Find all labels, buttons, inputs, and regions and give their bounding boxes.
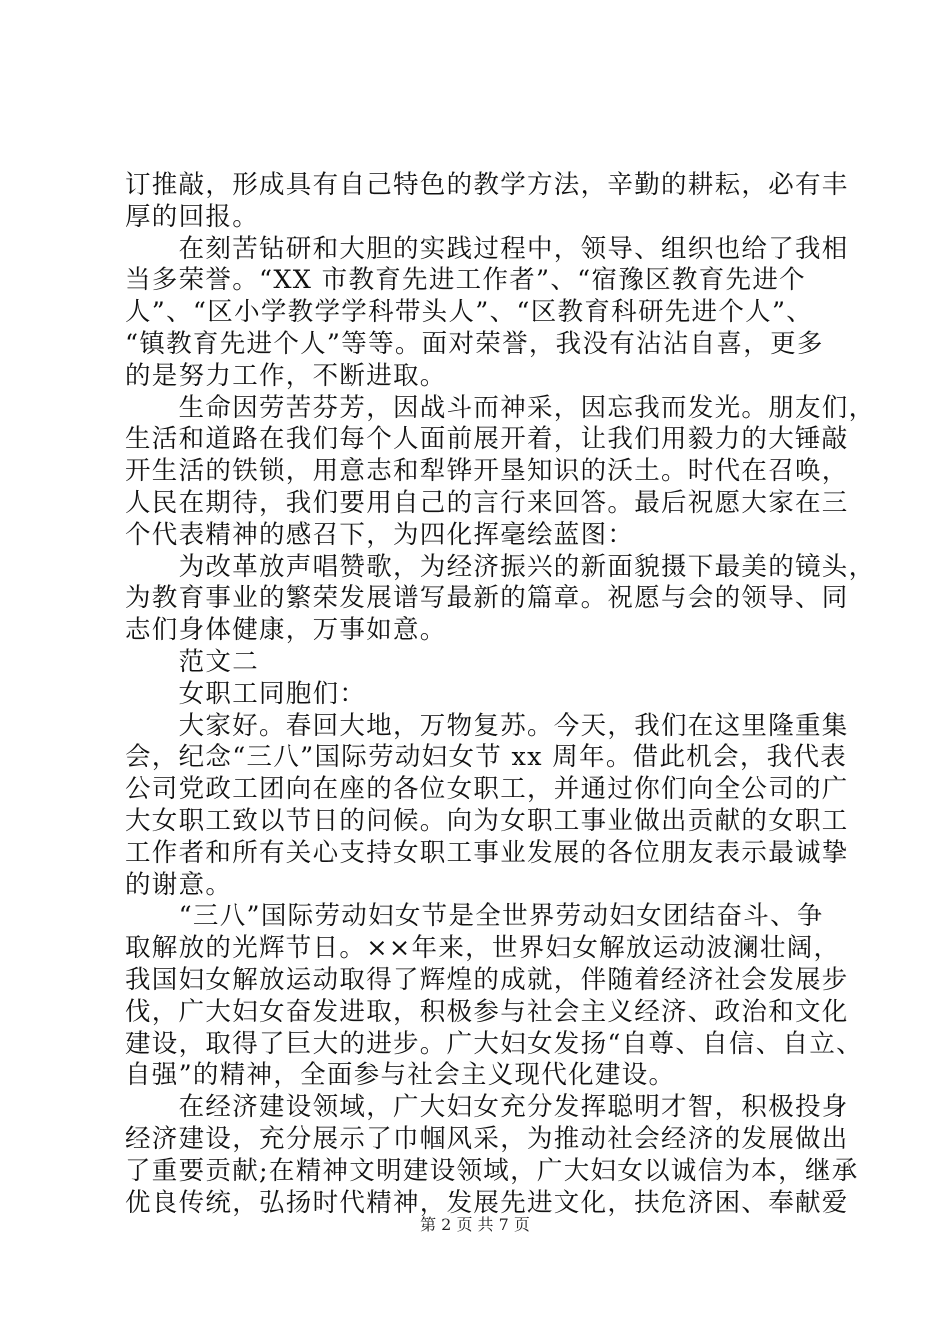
text-line: 优良传统，弘扬时代精神，发展先进文化，扶危济困、奉献爱 [125,1187,849,1218]
page-number: 第 2 页 共 7 页 [420,1215,530,1234]
text-line: 大家好。春回大地，万物复苏。今天，我们在这里隆重集 [125,710,849,741]
text-line: 当多荣誉。“XX 市教育先进工作者”、“宿豫区教育先进个 [125,265,806,296]
text-line: 取解放的光辉节日。××年来，世界妇女解放运动波澜壮阔， [125,933,841,964]
section-heading: 范文二 [125,646,260,677]
text-line: 的谢意。 [125,869,233,900]
text-line: 生活和道路在我们每个人面前展开着，让我们用毅力的大锤敲 [125,424,849,455]
text-line: 为改革放声唱赞歌，为经济振兴的新面貌摄下最美的镜头， [125,551,876,582]
text-line: 工作者和所有关心支持女职工事业发展的各位朋友表示最诚挚 [125,837,849,868]
text-line: 在经济建设领域，广大妇女充分发挥聪明才智，积极投身 [125,1092,849,1123]
text-line: 自强”的精神，全面参与社会主义现代化建设。 [125,1060,676,1091]
text-line: 个代表精神的感召下，为四化挥毫绘蓝图： [125,519,635,550]
text-line: 大女职工致以节日的问候。向为女职工事业做出贡献的女职工 [125,805,849,836]
text-line: 了重要贡献;在精神文明建设领域，广大妇女以诚信为本，继承 [125,1155,859,1186]
document-body [125,170,876,1219]
text-line: 经济建设，充分展示了巾帼风采，为推动社会经济的发展做出 [125,1123,849,1154]
text-line: 建设，取得了巨大的进步。广大妇女发扬“自尊、自信、自立、 [125,1028,863,1059]
text-line: “三八”国际劳动妇女节是全世界劳动妇女团结奋斗、争 [125,901,824,932]
text-line: 会，纪念“三八”国际劳动妇女节 xx 周年。借此机会，我代表 [125,742,848,773]
page-footer [0,1212,950,1235]
text-line: 志们身体健康，万事如意。 [125,615,447,646]
text-line: 开生活的铁锁，用意志和犁铧开垦知识的沃土。时代在召唤， [125,456,849,487]
text-line: 人民在期待，我们要用自己的言行来回答。最后祝愿大家在三 [125,487,849,518]
text-line: 公司党政工团向在座的各位女职工，并通过你们向全公司的广 [125,774,849,805]
text-line: “镇教育先进个人”等等。面对荣誉，我没有沾沾自喜，更多 [125,328,824,359]
salutation: 女职工同胞们： [125,678,367,709]
text-line: 人”、“区小学教学学科带头人”、“区教育科研先进个人”、 [125,297,814,328]
text-line: 订推敲，形成具有自己特色的教学方法，辛勤的耕耘，必有丰 [125,170,849,200]
text-line: 我国妇女解放运动取得了辉煌的成就，伴随着经济社会发展步 [125,964,849,995]
text-line: 厚的回报。 [125,201,260,232]
text-line: 在刻苦钻研和大胆的实践过程中，领导、组织也给了我相 [125,233,849,264]
text-line: 的是努力工作，不断进取。 [125,360,447,391]
text-line: 为教育事业的繁荣发展谱写最新的篇章。祝愿与会的领导、同 [125,583,849,614]
text-line: 伐，广大妇女奋发进取，积极参与社会主义经济、政治和文化 [125,996,849,1027]
text-line: 生命因劳苦芬芳，因战斗而神采，因忘我而发光。朋友们， [125,392,876,423]
